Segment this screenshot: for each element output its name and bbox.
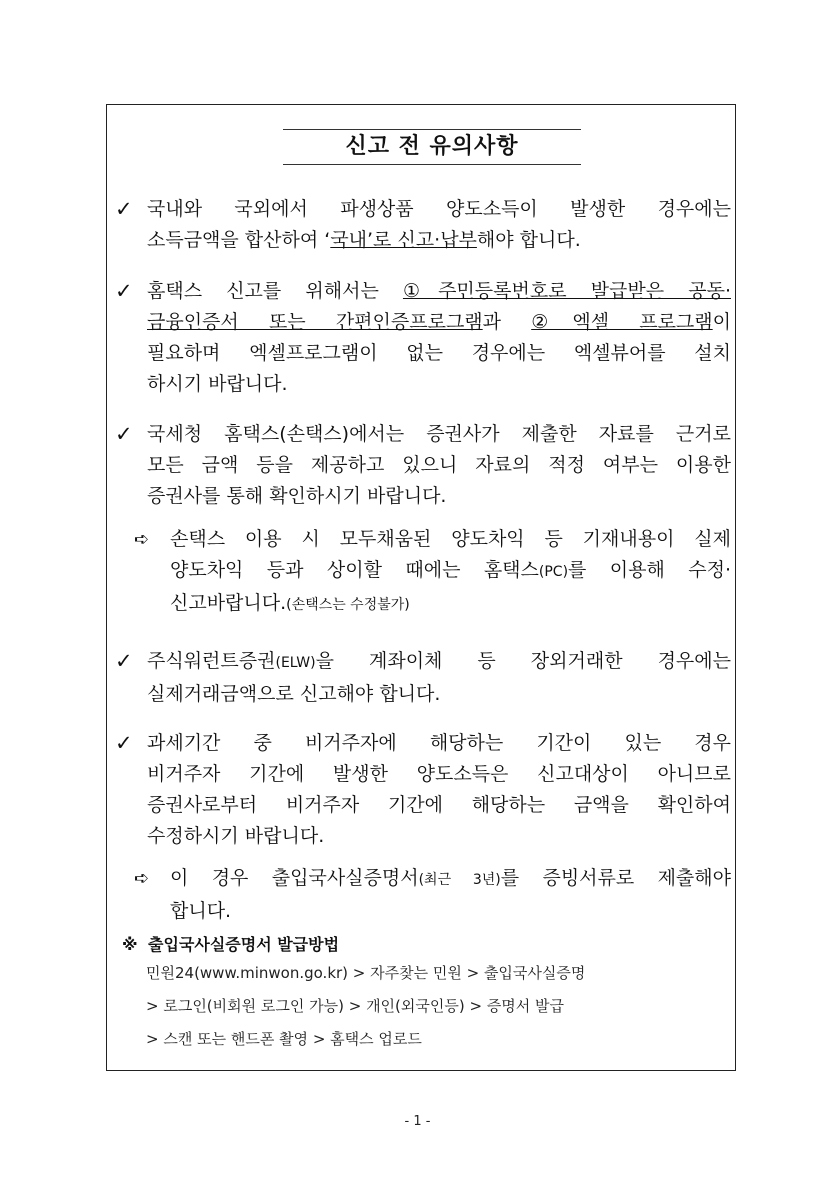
sub-1-text-end: 를 이용해 수정·: [568, 559, 731, 581]
item-2-line-1: [147, 276, 731, 307]
item-2-text-mid: 과: [482, 311, 532, 333]
item-3-line-3: 증권사를 통해 확인하시기 바랍니다.: [147, 485, 447, 507]
title-bar: [283, 129, 581, 165]
sub-2-text-end: 를 증빙서류로 제출해야: [500, 867, 731, 889]
item-1-underlined: 국내’로 신고·납부: [330, 229, 477, 251]
item-1-text-end: 해야 합니다.: [476, 229, 581, 251]
sub-2-small: (최근 3년): [418, 872, 501, 888]
item-2-underlined-1: ①주민등록번호로 발급받은 공동·: [402, 280, 731, 302]
check-icon: ✓: [115, 422, 133, 446]
notice-item-4: [115, 646, 731, 710]
item-2-line-2: [147, 307, 731, 338]
item-4-line-2: 실제거래금액으로 신고해야 합니다.: [147, 683, 441, 705]
arrow-icon: ➪: [134, 868, 150, 889]
check-icon: ✓: [115, 279, 133, 303]
sub-1-line-1: 손택스 이용 시 모두채움된 양도차익 등 기재내용이 실제: [170, 528, 731, 550]
item-2-underlined-2: 금융인증서 또는 간편인증프로그램: [147, 311, 483, 333]
page-title: 신고 전 유의사항: [345, 134, 519, 159]
notice-item-1: [115, 194, 731, 256]
item-4-text-end: 을 계좌이체 등 장외거래한 경우에는: [315, 650, 731, 672]
notice-sub-item-1: [134, 524, 731, 621]
note-line-1: 민원24(www.minwon.go.kr) > 자주찾는 민원 > 출입국사실증명: [146, 964, 586, 982]
item-2-text: 홈택스 신고를 위해서는: [147, 280, 403, 302]
note-line-2: > 로그인(비회원 로그인 가능) > 개인(외국인등) > 증명서 발급: [146, 997, 565, 1015]
sub-1-text-2: 신고바랍니다.: [170, 592, 287, 614]
item-5-line-4: 수정하시기 바랍니다.: [147, 825, 325, 847]
item-5-line-2: 비거주자 기간에 발생한 양도소득은 신고대상이 아니므로: [147, 763, 731, 785]
sub-1-line-2: [170, 555, 731, 588]
sub-2-text: 이 경우 출입국사실증명서: [170, 867, 419, 889]
item-1-line-2: [147, 225, 731, 256]
notice-item-5: [115, 728, 731, 852]
item-2-line-3: 필요하며 엑셀프로그램이 없는 경우에는 엑셀뷰어를 설치: [147, 342, 731, 364]
check-icon: ✓: [115, 649, 133, 673]
sub-2-line-1: [170, 863, 731, 896]
item-2-text-end: 이: [712, 311, 732, 333]
check-icon: ✓: [115, 197, 133, 221]
note-line-3: > 스캔 또는 핸드폰 촬영 > 홈택스 업로드: [146, 1030, 422, 1048]
reference-mark-icon: ※: [122, 935, 138, 954]
item-4-line-1: [147, 646, 731, 679]
check-icon: ✓: [115, 731, 133, 755]
item-2-underlined-3: ②엑셀 프로그램: [531, 311, 713, 333]
sub-1-small: (PC): [538, 564, 569, 580]
note-title: [122, 933, 722, 957]
item-1-text: 소득금액을 합산하여 ‘: [147, 229, 331, 251]
item-3-line-2: 모든 금액 등을 제공하고 있으니 자료의 적정 여부는 이용한: [147, 454, 731, 476]
sub-1-line-3: [170, 588, 731, 621]
page-number: - 1 -: [404, 1114, 431, 1129]
note-title-text: 출입국사실증명서 발급방법: [148, 935, 340, 954]
item-4-text: 주식워런트증권: [147, 650, 276, 672]
notice-sub-item-2: [134, 863, 731, 927]
item-5-line-1: 과세기간 중 비거주자에 해당하는 기간이 있는 경우: [147, 732, 731, 754]
item-4-small: (ELW): [275, 655, 316, 671]
sub-1-text: 양도차익 등과 상이할 때에는 홈택스: [170, 559, 539, 581]
sub-2-line-2: 합니다.: [170, 900, 232, 922]
issuance-note: [122, 933, 722, 957]
notice-item-2: [115, 276, 731, 400]
item-2-line-4: 하시기 바랍니다.: [147, 373, 288, 395]
notice-item-3: [115, 419, 731, 512]
item-3-line-1: 국세청 홈택스(손택스)에서는 증권사가 제출한 자료를 근거로: [147, 423, 731, 445]
sub-1-small-2: (손택스는 수정불가): [286, 597, 410, 613]
item-5-line-3: 증권사로부터 비거주자 기간에 해당하는 금액을 확인하여: [147, 794, 731, 816]
item-1-line-1: 국내와 국외에서 파생상품 양도소득이 발생한 경우에는: [147, 198, 731, 220]
arrow-icon: ➪: [134, 529, 150, 550]
